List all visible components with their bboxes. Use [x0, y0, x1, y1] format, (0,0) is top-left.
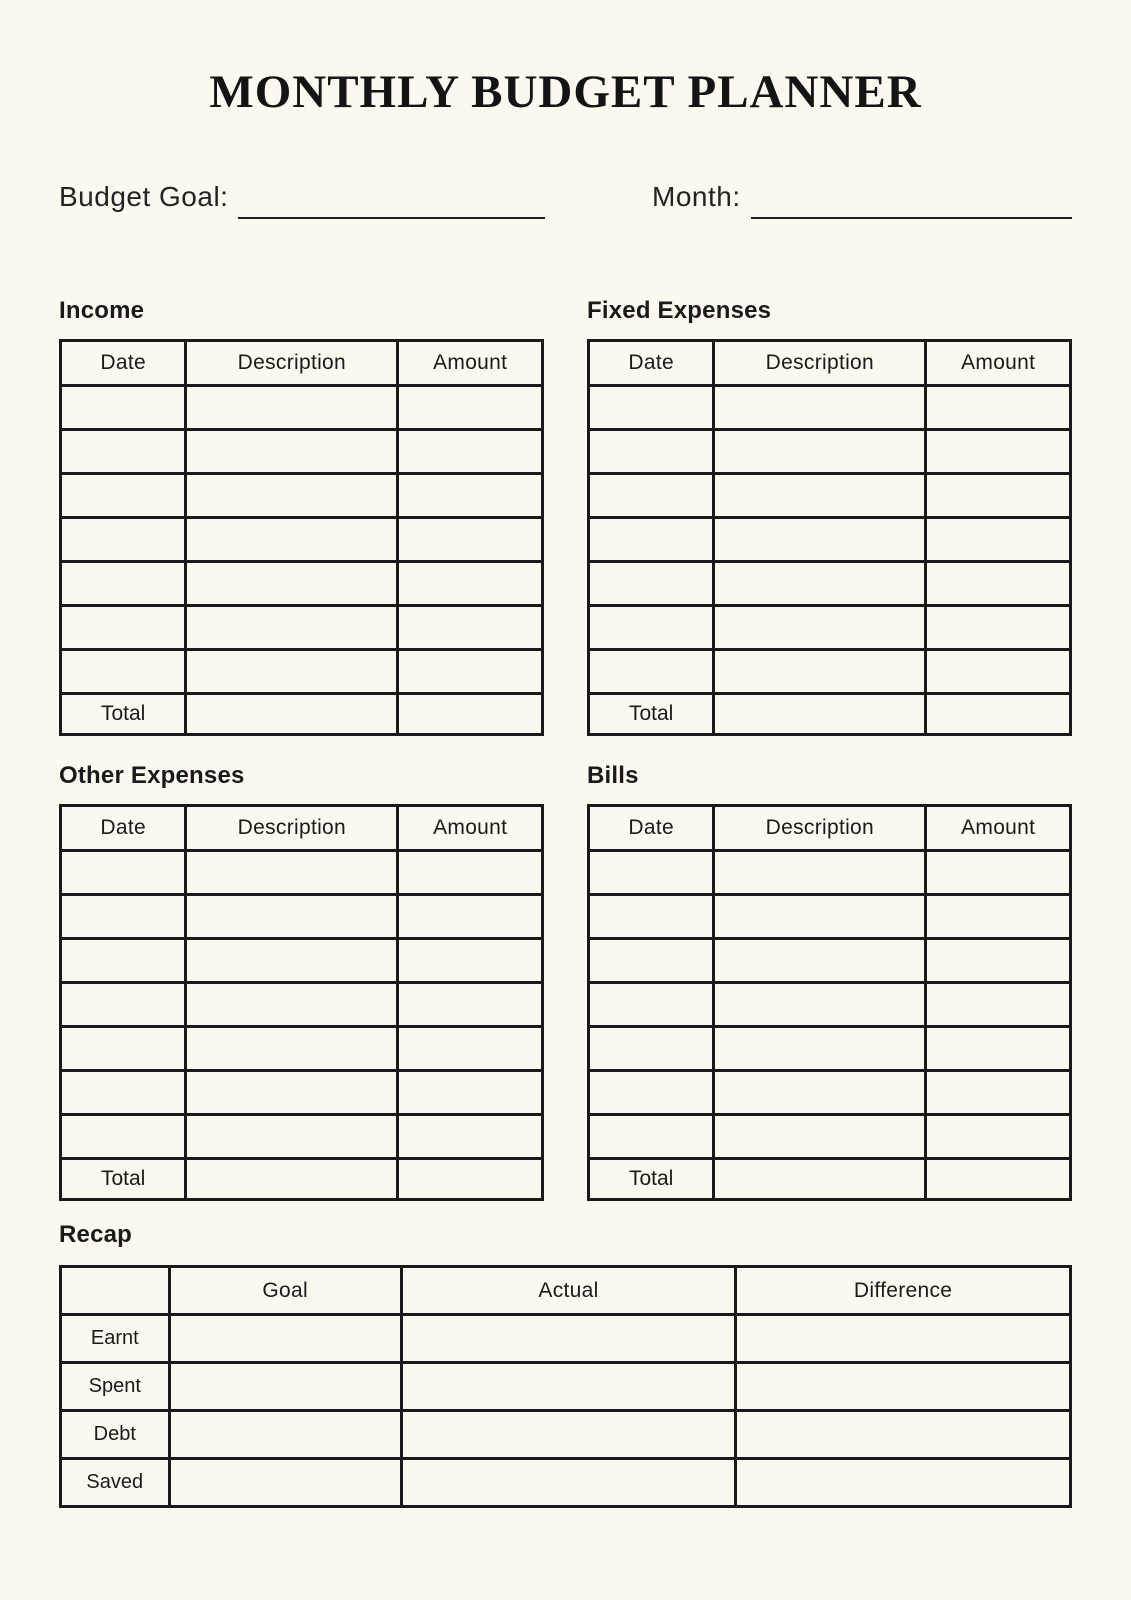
section-income [59, 297, 544, 736]
recap-earnt-actual-cell [401, 1315, 735, 1363]
empty-cell [589, 895, 714, 939]
bills-total-amount-cell [926, 1159, 1071, 1200]
empty-cell [398, 474, 543, 518]
recap-debt-actual-cell [401, 1411, 735, 1459]
empty-cell [61, 650, 186, 694]
empty-cell [926, 474, 1071, 518]
empty-row [589, 983, 1071, 1027]
bills-title: Bills [587, 762, 639, 789]
empty-row [589, 851, 1071, 895]
empty-cell [589, 518, 714, 562]
header-fields [59, 180, 1072, 213]
empty-cell [186, 562, 398, 606]
empty-row [589, 939, 1071, 983]
fixed-expenses-title: Fixed Expenses [587, 297, 772, 324]
fixed-expenses-total-amount-cell [926, 694, 1071, 735]
empty-row [61, 1115, 543, 1159]
bills-column-header-amount: Amount [926, 806, 1071, 851]
budget-goal-label: Budget Goal: [59, 181, 229, 212]
empty-row [589, 1071, 1071, 1115]
empty-row [61, 1027, 543, 1071]
other-expenses-column-header-date: Date [61, 806, 186, 851]
income-table [59, 339, 544, 736]
empty-cell [714, 983, 926, 1027]
empty-cell [186, 386, 398, 430]
empty-row [589, 606, 1071, 650]
recap-row-saved [61, 1459, 1071, 1507]
empty-row [589, 895, 1071, 939]
empty-cell [589, 430, 714, 474]
empty-cell [926, 1115, 1071, 1159]
empty-row [61, 983, 543, 1027]
empty-cell [926, 895, 1071, 939]
empty-cell [61, 430, 186, 474]
empty-cell [714, 1027, 926, 1071]
empty-cell [926, 562, 1071, 606]
bills-total-row [589, 1159, 1071, 1200]
empty-cell [186, 895, 398, 939]
recap-saved-actual-cell [401, 1459, 735, 1507]
month-line [751, 189, 1072, 219]
income-column-header-date: Date [61, 341, 186, 386]
fixed-expenses-total-label: Total [589, 694, 714, 735]
empty-cell [398, 939, 543, 983]
recap-spent-actual-cell [401, 1363, 735, 1411]
recap-spent-difference-cell [736, 1363, 1071, 1411]
empty-cell [714, 895, 926, 939]
empty-cell [398, 562, 543, 606]
empty-cell [61, 606, 186, 650]
fixed-expenses-total-description-cell [714, 694, 926, 735]
bills-table [587, 804, 1072, 1201]
empty-cell [398, 1115, 543, 1159]
empty-cell [61, 1115, 186, 1159]
recap-row-debt [61, 1411, 1071, 1459]
empty-cell [926, 983, 1071, 1027]
month-field [652, 180, 1072, 213]
empty-cell [398, 606, 543, 650]
empty-row [61, 650, 543, 694]
empty-cell [589, 474, 714, 518]
recap-saved-difference-cell [736, 1459, 1071, 1507]
empty-row [61, 474, 543, 518]
empty-cell [714, 430, 926, 474]
recap-row-earnt [61, 1315, 1071, 1363]
bills-column-header-date: Date [589, 806, 714, 851]
fixed-expenses-header-row [589, 341, 1071, 386]
empty-cell [398, 1071, 543, 1115]
empty-cell [61, 983, 186, 1027]
empty-cell [714, 1071, 926, 1115]
fixed-expenses-column-header-description: Description [714, 341, 926, 386]
empty-cell [61, 562, 186, 606]
empty-cell [398, 983, 543, 1027]
recap-row-label-earnt: Earnt [61, 1315, 170, 1363]
empty-row [589, 474, 1071, 518]
other-expenses-table [59, 804, 544, 1201]
section-other-expenses [59, 762, 544, 1201]
empty-cell [398, 851, 543, 895]
bills-header-row [589, 806, 1071, 851]
bills-total-description-cell [714, 1159, 926, 1200]
month-label: Month: [652, 181, 741, 212]
empty-cell [589, 939, 714, 983]
other-expenses-total-amount-cell [398, 1159, 543, 1200]
empty-cell [926, 606, 1071, 650]
empty-cell [714, 386, 926, 430]
recap-row-label-spent: Spent [61, 1363, 170, 1411]
recap-row-label-debt: Debt [61, 1411, 170, 1459]
recap-column-header-actual: Actual [401, 1267, 735, 1315]
empty-row [589, 518, 1071, 562]
empty-cell [186, 606, 398, 650]
income-total-label: Total [61, 694, 186, 735]
bills-total-label: Total [589, 1159, 714, 1200]
empty-row [61, 939, 543, 983]
recap-row-spent [61, 1363, 1071, 1411]
recap-row-label-saved: Saved [61, 1459, 170, 1507]
empty-cell [61, 939, 186, 983]
other-expenses-total-label: Total [61, 1159, 186, 1200]
empty-cell [714, 939, 926, 983]
empty-cell [926, 1071, 1071, 1115]
empty-cell [589, 1027, 714, 1071]
fixed-expenses-total-row [589, 694, 1071, 735]
empty-cell [398, 895, 543, 939]
recap-debt-goal-cell [169, 1411, 401, 1459]
empty-row [589, 430, 1071, 474]
empty-row [61, 386, 543, 430]
other-expenses-column-header-description: Description [186, 806, 398, 851]
empty-cell [714, 1115, 926, 1159]
recap-earnt-difference-cell [736, 1315, 1071, 1363]
empty-cell [714, 606, 926, 650]
empty-cell [61, 851, 186, 895]
empty-cell [61, 1071, 186, 1115]
empty-cell [61, 386, 186, 430]
income-column-header-description: Description [186, 341, 398, 386]
empty-row [589, 562, 1071, 606]
section-bills [587, 762, 1072, 1201]
empty-cell [589, 386, 714, 430]
fixed-expenses-table [587, 339, 1072, 736]
empty-cell [398, 518, 543, 562]
empty-row [61, 895, 543, 939]
other-expenses-total-description-cell [186, 1159, 398, 1200]
empty-cell [714, 650, 926, 694]
empty-cell [926, 851, 1071, 895]
other-expenses-header-row [61, 806, 543, 851]
empty-cell [61, 1027, 186, 1071]
empty-cell [714, 474, 926, 518]
empty-cell [589, 1071, 714, 1115]
empty-cell [186, 1115, 398, 1159]
income-total-amount-cell [398, 694, 543, 735]
empty-cell [589, 650, 714, 694]
empty-cell [186, 518, 398, 562]
other-expenses-column-header-amount: Amount [398, 806, 543, 851]
empty-cell [61, 518, 186, 562]
empty-cell [926, 386, 1071, 430]
section-fixed-expenses [587, 297, 1072, 736]
section-recap [59, 1221, 1072, 1508]
empty-cell [398, 386, 543, 430]
empty-row [61, 562, 543, 606]
empty-cell [186, 430, 398, 474]
recap-debt-difference-cell [736, 1411, 1071, 1459]
empty-cell [589, 983, 714, 1027]
empty-cell [926, 430, 1071, 474]
income-total-row [61, 694, 543, 735]
income-header-row [61, 341, 543, 386]
recap-column-header-goal: Goal [169, 1267, 401, 1315]
empty-row [589, 1027, 1071, 1071]
recap-column-header-blank [61, 1267, 170, 1315]
expense-sections [59, 297, 1072, 1201]
recap-saved-goal-cell [169, 1459, 401, 1507]
empty-row [61, 518, 543, 562]
empty-cell [186, 939, 398, 983]
empty-cell [926, 939, 1071, 983]
empty-row [61, 430, 543, 474]
empty-row [589, 386, 1071, 430]
recap-earnt-goal-cell [169, 1315, 401, 1363]
fixed-expenses-column-header-date: Date [589, 341, 714, 386]
empty-cell [186, 1027, 398, 1071]
empty-cell [926, 1027, 1071, 1071]
empty-cell [398, 650, 543, 694]
income-title: Income [59, 297, 145, 324]
empty-cell [926, 650, 1071, 694]
income-total-description-cell [186, 694, 398, 735]
empty-row [61, 851, 543, 895]
empty-row [589, 650, 1071, 694]
empty-cell [186, 851, 398, 895]
recap-column-header-difference: Difference [736, 1267, 1071, 1315]
empty-cell [714, 562, 926, 606]
empty-cell [589, 1115, 714, 1159]
empty-cell [589, 851, 714, 895]
empty-cell [398, 430, 543, 474]
empty-cell [186, 1071, 398, 1115]
empty-cell [61, 474, 186, 518]
empty-cell [589, 606, 714, 650]
page-title: MONTHLY BUDGET PLANNER [209, 66, 922, 118]
empty-cell [398, 1027, 543, 1071]
fixed-expenses-column-header-amount: Amount [926, 341, 1071, 386]
other-expenses-title: Other Expenses [59, 762, 245, 789]
empty-cell [186, 650, 398, 694]
recap-header-row [61, 1267, 1071, 1315]
empty-cell [186, 474, 398, 518]
empty-cell [589, 562, 714, 606]
empty-cell [61, 895, 186, 939]
empty-row [61, 1071, 543, 1115]
income-column-header-amount: Amount [398, 341, 543, 386]
budget-goal-field [59, 180, 545, 213]
bills-column-header-description: Description [714, 806, 926, 851]
budget-goal-line [238, 189, 545, 219]
recap-table [59, 1265, 1072, 1508]
recap-title: Recap [59, 1221, 133, 1248]
empty-cell [186, 983, 398, 1027]
empty-row [589, 1115, 1071, 1159]
empty-row [61, 606, 543, 650]
empty-cell [926, 518, 1071, 562]
empty-cell [714, 851, 926, 895]
recap-spent-goal-cell [169, 1363, 401, 1411]
other-expenses-total-row [61, 1159, 543, 1200]
empty-cell [714, 518, 926, 562]
